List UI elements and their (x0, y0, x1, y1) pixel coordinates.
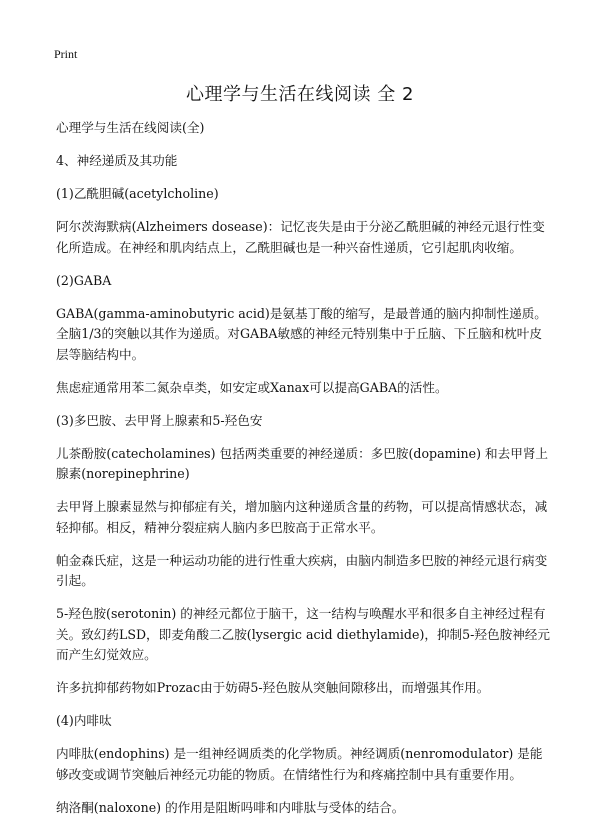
section-heading: 4、神经递质及其功能 (56, 153, 178, 168)
paragraph-subtitle: 心理学与生活在线阅读(全) (56, 120, 205, 135)
paragraph: 许多抗抑郁药物如Prozac由于妨碍5-羟色胺从突触间隙移出，而增强其作用。 (56, 680, 490, 695)
subsection-heading-dopamine: (3)多巴胺、去甲肾上腺素和5-羟色安 (56, 412, 263, 428)
paragraph: 焦虑症通常用苯二氮杂卓类，如安定或Xanax可以提高GABA的活性。 (56, 379, 448, 395)
document-title: 心理学与生活在线阅读 全 2 (186, 84, 414, 105)
paragraph: 儿茶酚胺(catecholamines) 包括两类重要的神经递质：多巴胺(dopamine) 和去甲肾上腺素(norepinephrine) (56, 445, 549, 481)
paragraph: GABA(gamma-aminobutyric acid)是氨基丁酸的缩写，是最普通的脑内抑制性递质。全脑1/3的突触以其作为递质。对GABA敏感的神经元特别集中于丘脑、下丘脑和枕叶皮层等脑结构中。 (56, 305, 547, 362)
paragraph: 5-羟色胺(serotonin) 的神经元都位于脑干，这一结构与唤醒水平和很多自主神经过程有关。致幻药LSD，即麦角酸二乙胺(lysergic acid diethylamide)，抑制5-羟色胺神经元而产生幻觉效应。 (56, 606, 550, 662)
subsection-heading-gaba: (2)GABA (56, 272, 112, 288)
subsection-heading-acetylcholine: (1)乙酰胆碱(acetylcholine) (56, 186, 219, 201)
document-body (56, 118, 550, 831)
print-link[interactable]: Print (54, 47, 78, 61)
paragraph: 纳洛酮(naloxone) 的作用是阻断吗啡和内啡肽与受体的结合。 (56, 799, 405, 815)
paragraph: 帕金森氏症，这是一种运动功能的进行性重大疾病，由脑内制造多巴胺的神经元退行病变引起。 (56, 552, 548, 588)
paragraph: 去甲肾上腺素显然与抑郁症有关，增加脑内这种递质含量的药物，可以提高情感状态，减轻抑郁。相反，精神分裂症病人脑内多巴胺高于正常水平。 (56, 499, 548, 535)
paragraph: 内啡肽(endophins) 是一组神经调质类的化学物质。神经调质(nenromodulator) 是能够改变或调节突触后神经元功能的物质。在情绪性行为和疼痛控制中具有重要作用。 (56, 746, 543, 782)
paragraph: 阿尔茨海默病(Alzheimers dosease)：记忆丧失是由于分泌乙酰胆碱的神经元退行性变化所造成。在神经和肌肉结点上，乙酰胆碱也是一种兴奋性递质，它引起肌肉收缩。 (56, 219, 545, 255)
subsection-heading-endorphins: (4)内啡呔 (56, 713, 112, 728)
